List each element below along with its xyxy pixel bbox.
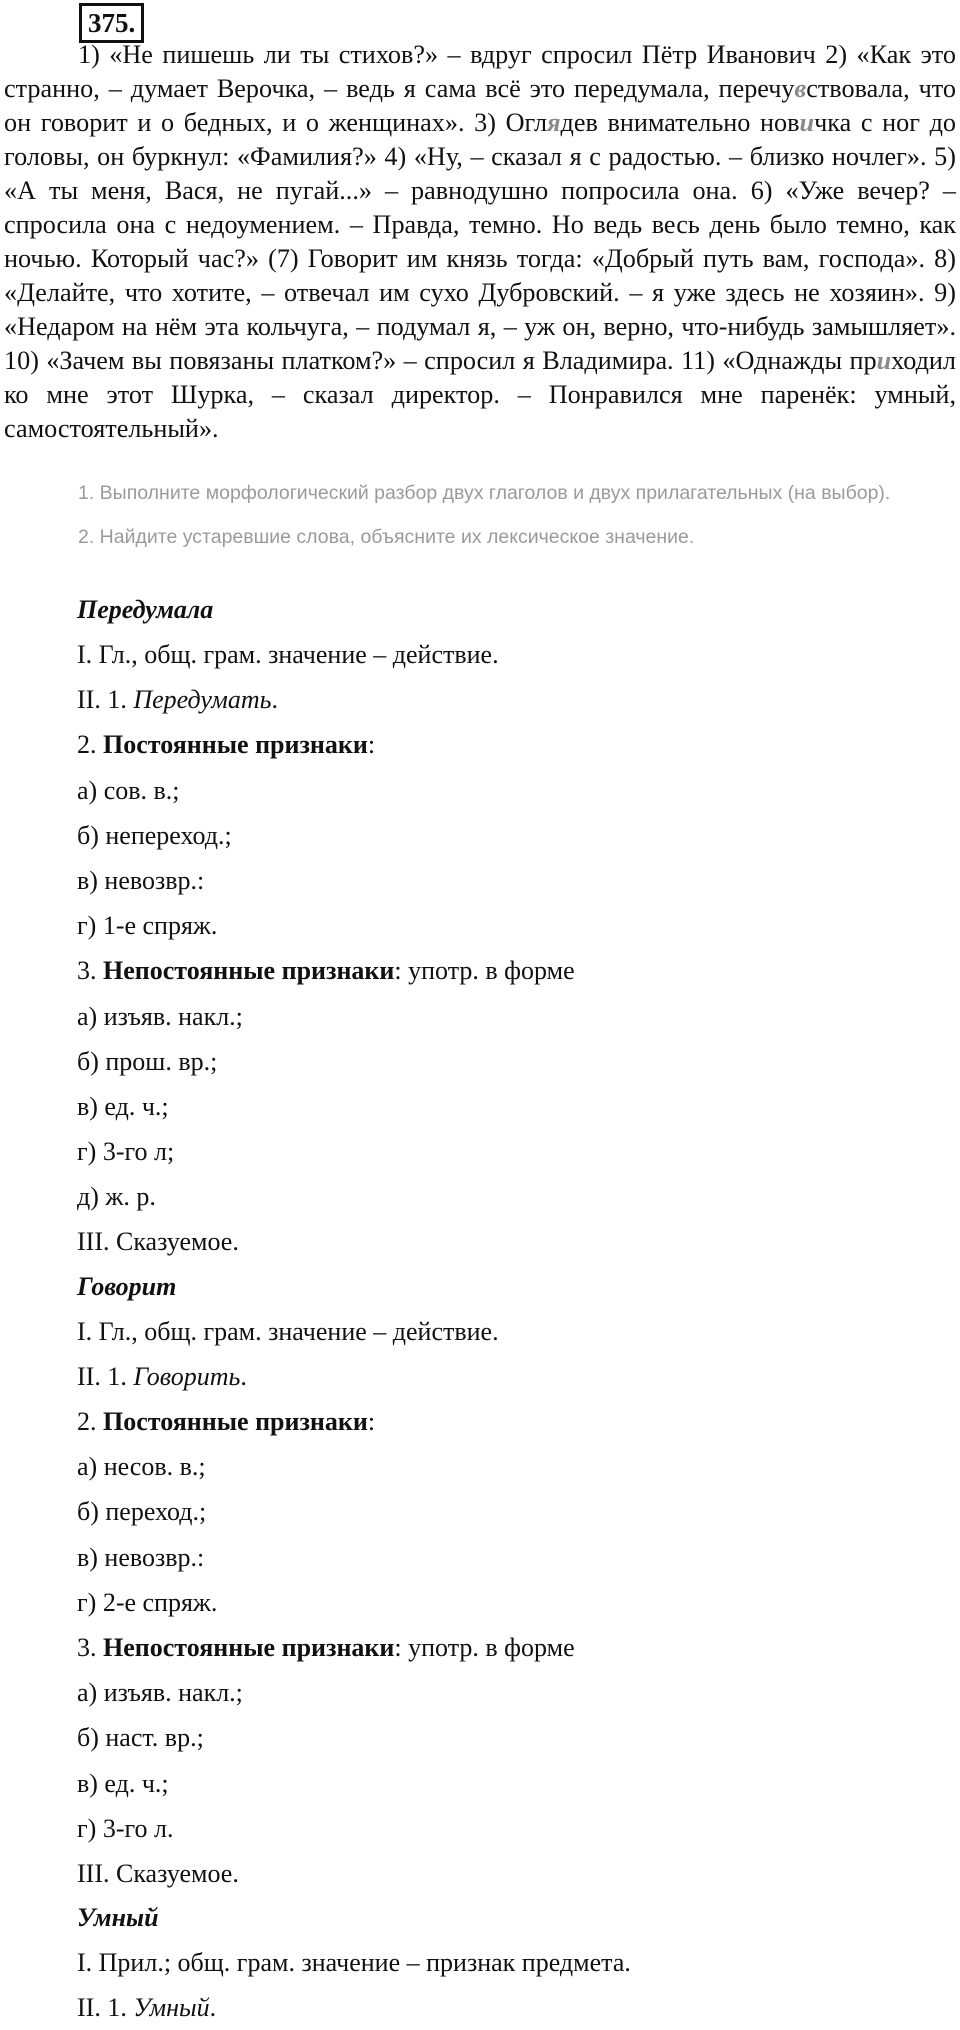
exercise-text — [4, 38, 956, 446]
text-part: 3. — [77, 956, 103, 986]
text-part: : употр. в форме — [394, 956, 575, 986]
text-part: 1) «Не пишешь ли ты стихов?» – вдруг спросил Пётр Иванович 2) «Как это странно, – думает Верочка, – ведь я сама всё это передумала, перечу — [4, 40, 956, 103]
highlighted-letter: и — [876, 346, 892, 375]
feature-item: г) 2-е спряж. — [77, 1587, 218, 1617]
highlighted-letter: я — [547, 108, 561, 137]
feature-item: а) изъяв. накл.; — [77, 1001, 243, 1031]
analysis-line — [77, 722, 937, 767]
feature-item: в) ед. ч.; — [77, 1768, 169, 1798]
feature-item: в) невозвр.: — [77, 1542, 205, 1572]
text-part: 3. — [77, 1632, 103, 1662]
feature-item: г) 3-го л; — [77, 1137, 175, 1167]
text-part: . — [209, 1993, 217, 2023]
analysis-line: I. Гл., общ. грам. значение – действие. — [77, 640, 499, 669]
text-part: . — [271, 685, 278, 715]
morphological-analysis — [77, 588, 937, 2030]
highlighted-letter: и — [799, 108, 815, 137]
text-part: 2. — [77, 730, 103, 760]
exercise-paragraph — [4, 38, 956, 446]
feature-item: б) наст. вр.; — [77, 1723, 204, 1753]
analysis-line — [77, 1625, 937, 1670]
initial-form: Умный — [133, 1993, 210, 2023]
text-part: 2. — [77, 1407, 103, 1436]
initial-form: Передумать — [133, 685, 272, 715]
text-part: II. 1. — [77, 1993, 134, 2023]
analysis-heading: Умный — [77, 1903, 159, 1933]
analysis-heading: Передумала — [77, 595, 214, 624]
text-part: II. 1. — [77, 1361, 134, 1391]
analysis-line — [77, 1985, 937, 2030]
analysis-heading: Говорит — [77, 1271, 177, 1301]
text-part: : употр. в форме — [394, 1632, 575, 1662]
feature-item: г) 3-го л. — [77, 1813, 174, 1843]
task-item: 2. Найдите устаревшие слова, объясните их лексическое значение. — [78, 526, 695, 548]
feature-item: б) прош. вр.; — [77, 1046, 218, 1076]
text-part: ходил ко мне этот Шурка, – сказал директор. – Понравился мне паренёк: умный, самостоятельный». — [4, 346, 956, 443]
feature-item: в) ед. ч.; — [77, 1091, 169, 1121]
analysis-line: I. Гл., общ. грам. значение – действие. — [77, 1316, 499, 1346]
analysis-line: I. Прил.; общ. грам. значение – признак предмета. — [77, 1948, 631, 1978]
section-label: Постоянные признаки — [103, 730, 368, 760]
section-label: Постоянные признаки — [103, 1407, 368, 1436]
text-part: дев внимательно нов — [560, 108, 800, 137]
text-part: . — [240, 1361, 247, 1391]
task-item: 1. Выполните морфологический разбор двух глаголов и двух прилагательных (на выбор). — [78, 482, 891, 504]
feature-item: б) непереход.; — [77, 820, 232, 850]
text-part: чка с ног до головы, он буркнул: «Фамилия?» 4) «Ну, – сказал я с радостью. – близко ночлег». 5) «А ты меня, Вася, не пугай...» – равнодушно попросила она. 6) «Уже вечер? – спросила она с недоумением. – Правда, темно. Но ведь весь день было темно, как ночью. Который час?» (7) Говорит им князь тогда: «Добрый путь вам, господа». 8) «Делайте, что хотите, – отвечал им сухо Дубровский. – я уже здесь не хозяин». 9) «Недаром на нём эта кольчуга, – подумал я, – уж он, верно, что-нибудь замышляет». 10) «Зачем вы повязаны платком?» – спросил я Владимира. 11) «Однажды пр — [4, 108, 957, 375]
analysis-line — [77, 948, 937, 993]
feature-item: а) изъяв. накл.; — [77, 1678, 243, 1708]
feature-item: а) сов. в.; — [77, 775, 180, 805]
section-label: Непостоянные признаки — [103, 956, 395, 986]
section-label: Непостоянные признаки — [103, 1632, 395, 1662]
analysis-line: III. Сказуемое. — [77, 1227, 239, 1257]
text-part: : — [367, 1407, 376, 1436]
feature-item: в) невозвр.: — [77, 865, 205, 895]
analysis-line: III. Сказуемое. — [77, 1858, 239, 1888]
task-list — [4, 478, 956, 552]
text-part: II. 1. — [77, 685, 134, 715]
analysis-line — [77, 1399, 937, 1444]
analysis-line — [77, 677, 937, 722]
highlighted-letter: в — [794, 74, 807, 103]
initial-form: Говорить — [133, 1361, 241, 1391]
feature-item: б) переход.; — [77, 1497, 207, 1527]
feature-item: а) несов. в.; — [77, 1452, 206, 1482]
feature-item: г) 1-е спряж. — [77, 911, 218, 941]
analysis-line — [77, 1354, 937, 1399]
exercise-number: 375. — [79, 3, 144, 43]
feature-item: д) ж. р. — [77, 1182, 156, 1212]
text-part: : — [367, 730, 376, 760]
text-part: ствовала, что он говорит и о бедных, и о женщинах». 3) Огл — [4, 74, 956, 137]
